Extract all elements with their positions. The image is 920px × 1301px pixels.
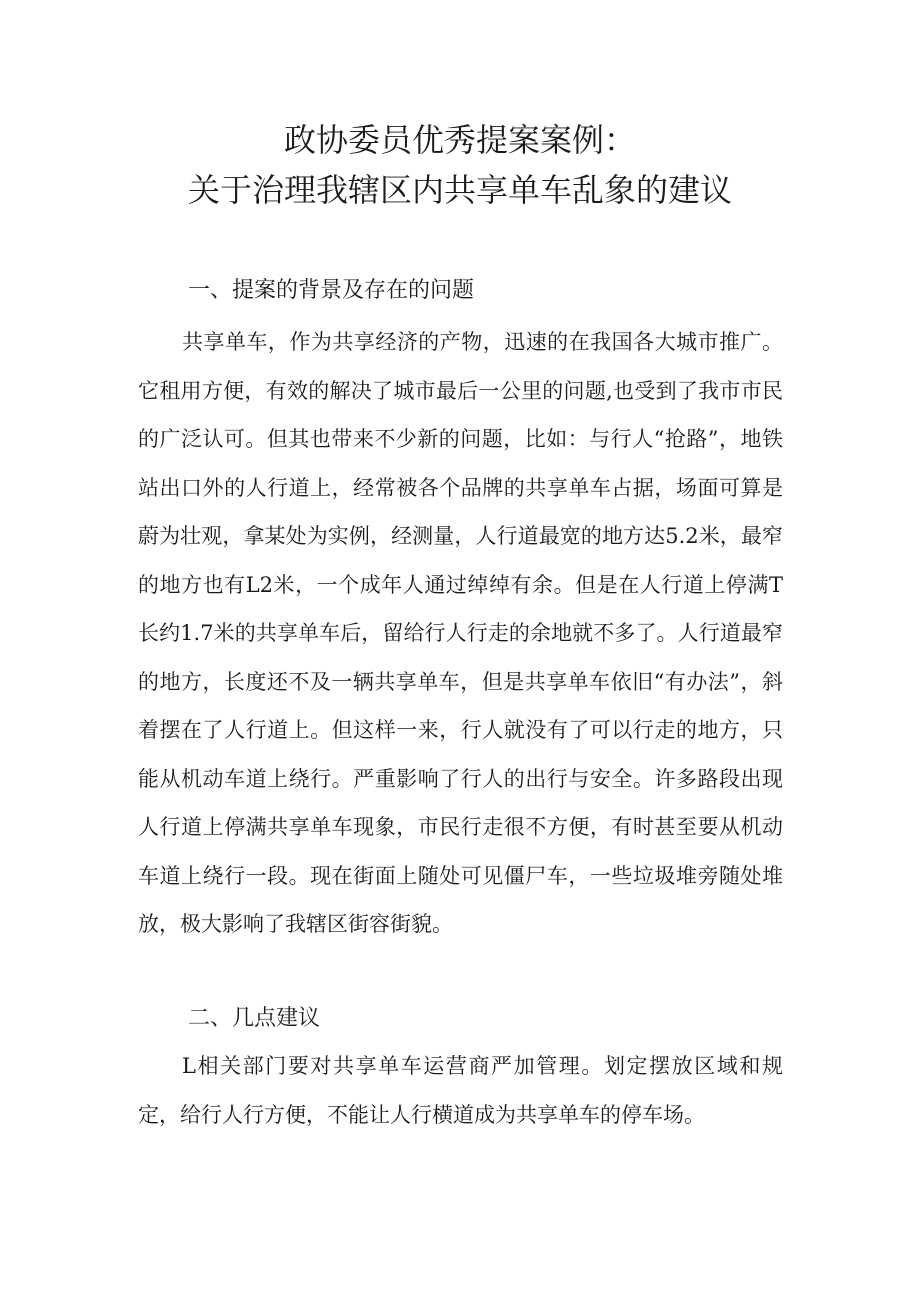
document-title-line1: 政协委员优秀提案案例： xyxy=(283,121,636,159)
section-paragraph-background: 共享单车，作为共享经济的产物，迅速的在我国各大城市推广。它租用方便，有效的解决了城市最后一公里的问题,也受到了我市市民的广泛认可。但其也带来不少新的问题，比如：与行人“抢路”，地铁站出口外的人行道上，经常被各个品牌的共享单车占据，场面可算是蔚为壮观，拿某处为实例，经测量，人行道最宽的地方达5.2米，最窄的地方也有L2米，一个成年人通过绰绰有余。但是在人行道上停满T长约1.7米的共享单车后，留给行人行走的余地就不多了。人行道最窄的地方，长度还不及一辆共享单车，但是共享单车依旧“有办法”，斜着摆在了人行道上。但这样一来，行人就没有了可以行走的地方，只能从机动车道上绕行。严重影响了行人的出行与安全。许多路段出现人行道上停满共享单车现象，市民行走很不方便，有时甚至要从机动车道上绕行一段。现在街面上随处可见僵尸车，一些垃圾堆旁随处堆放，极大影响了我辖区街容街貌。 xyxy=(138,330,783,936)
section-heading-suggestions: 二、几点建议 xyxy=(188,1006,321,1031)
section-paragraph-suggestions: L相关部门要对共享单车运营商严加管理。划定摆放区域和规定，给行人行方便，不能让人行横道成为共享单车的停车场。 xyxy=(138,1054,783,1127)
section-heading-background: 一、提案的背景及存在的问题 xyxy=(188,278,475,303)
document-title-line2: 关于治理我辖区内共享单车乱象的建议 xyxy=(187,171,732,209)
